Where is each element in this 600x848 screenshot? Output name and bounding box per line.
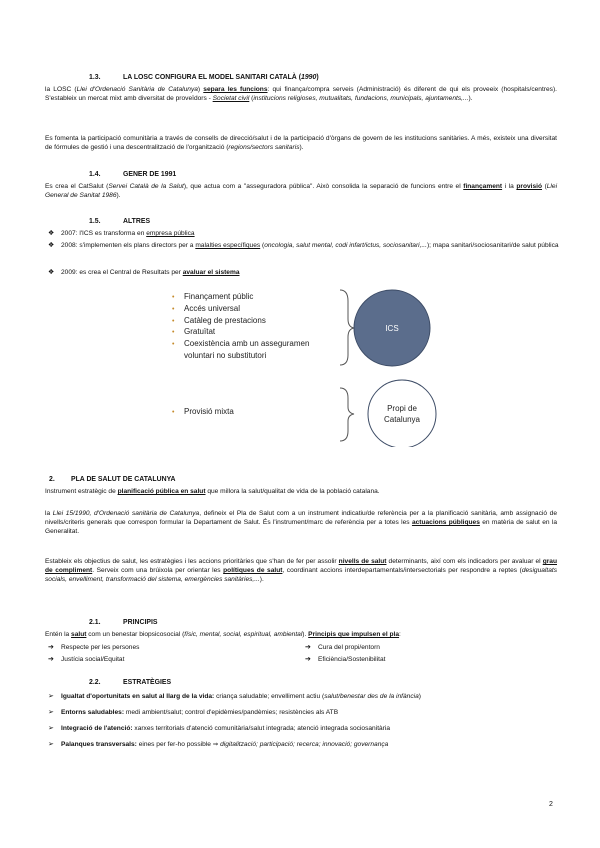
text: Catàleg de prestacions <box>184 315 266 325</box>
heading-2-2 <box>89 678 171 688</box>
text: Provisió mixta <box>184 407 234 416</box>
heading-text: PLA DE SALUT DE CATALUNYA <box>71 476 176 483</box>
bullet-icon: • <box>172 409 175 416</box>
text: criança saludable; envelliment actiu ( <box>214 693 325 700</box>
heading-text: GENER DE 1991 <box>123 171 177 178</box>
examples: físic, mental, social, espiritual, ambiental <box>184 631 303 638</box>
keyword: planificació pública en salut <box>117 488 206 495</box>
text: Entén la <box>45 631 72 638</box>
heading-number: 2. <box>49 476 55 483</box>
text: . Serveix com una brúixola per orientar les <box>92 567 224 575</box>
keyword: grau de compliment <box>45 558 557 575</box>
text: 2009: es crea el Central de Resultats per <box>61 269 183 276</box>
list-item-text <box>61 241 561 250</box>
examples: institucions religioses, mutualitats, fundacions, municipals, ajuntaments,... <box>253 95 469 103</box>
keyword: salut <box>71 631 87 638</box>
heading-2-1 <box>89 618 157 628</box>
heading-text: ALTRES <box>123 218 151 225</box>
heading-1-4 <box>89 170 176 180</box>
examples: oncologia, salut mental, codi infart/ictus, sociosanitari,... <box>264 242 427 249</box>
arrow-right-icon: ➔ <box>305 656 311 663</box>
text: Instrument estratègic de <box>45 488 118 495</box>
text: ( <box>542 183 547 190</box>
strategy-title: Palanques transversals: <box>61 741 137 748</box>
list-item-text <box>61 268 561 277</box>
list-item-text <box>61 708 561 717</box>
text: Estableix els objectius de salut, les estratègies i les accions prioritàries que s'han de fer per assolir <box>45 558 339 565</box>
text: ) <box>197 86 204 93</box>
bullet-icon: • <box>172 294 175 301</box>
list-item-text <box>61 740 561 749</box>
arrowhead-bullet-icon: ➢ <box>48 741 54 748</box>
examples: digitalització; participació; recerca; innovació; governança <box>220 741 389 748</box>
text: la <box>45 510 53 517</box>
text: Accés universal <box>184 303 241 313</box>
examples: desigualtats socials, envelliment, transformació del sistema, emergències sanitàries,... <box>45 567 558 584</box>
text: que millora la salut/qualitat de vida de la població catalana. <box>205 488 380 495</box>
law-name: Llei General de Sanitat 1986 <box>45 183 558 200</box>
arrow-right-icon: ➔ <box>48 644 54 651</box>
page-number: 2 <box>549 801 553 808</box>
arrowhead-bullet-icon: ➢ <box>48 693 54 700</box>
paragraph-participacio <box>45 134 557 152</box>
text: Gratuïtat <box>184 327 216 337</box>
heading-text: LA LOSC CONFIGURA EL MODEL SANITARI CATALÀ ( <box>123 74 301 81</box>
heading-1-5 <box>89 217 150 227</box>
text: determinants, així com els indicadors per avaluar el <box>386 558 543 565</box>
text: Finançament públic <box>184 292 254 301</box>
keyword: Societat civil <box>212 95 250 103</box>
text: 2007: l'ICS es transforma en <box>61 230 147 237</box>
brace-icon <box>340 290 354 365</box>
arrowhead-bullet-icon: ➢ <box>48 709 54 716</box>
text: 2008: s'implementen els plans directors per a <box>61 242 196 249</box>
text: ) <box>418 693 421 700</box>
diamond-bullet-icon: ❖ <box>48 269 55 276</box>
text: ); mapa sanitari/sociosanitari/de salut pública <box>426 242 559 249</box>
keyword: provisió <box>516 183 543 190</box>
text: Coexistència amb un asseguramen <box>184 339 310 349</box>
list-item-text: Eficiència/Sostenibilitat <box>318 656 386 663</box>
text: i la <box>502 183 517 190</box>
strategy-title: Entorns saludables: <box>61 709 125 716</box>
text: ). <box>302 631 309 638</box>
entity-name: Servei Català de la Salut <box>108 183 184 190</box>
examples: salut/benestar des de la infància <box>324 693 419 700</box>
keyword: actuacions públiques <box>411 519 480 527</box>
paragraph-catsalut <box>45 182 557 200</box>
text: eines per fer-ho possible ⇒ <box>136 741 221 748</box>
text: en matèria de salut en la Generalitat. <box>45 519 558 536</box>
text: ), que actua com a "asseguradora pública". Això consolida la separació de funcions entre el <box>183 183 464 190</box>
bullet-icon: • <box>172 341 175 349</box>
text: , coordinant accions interdepartamentals/intersectorials per respondre a reptes ( <box>282 567 522 575</box>
text: medi ambient/salut; control d'epidèmies/pandèmies; resistències als ATB <box>124 709 339 716</box>
arrowhead-bullet-icon: ➢ <box>48 725 54 732</box>
keyword: polítiques de salut <box>223 567 283 575</box>
text: la LOSC ( <box>45 86 77 93</box>
heading-1-3 <box>89 73 319 83</box>
list-item-text <box>61 692 561 701</box>
text: Es crea el CatSalut ( <box>45 183 109 190</box>
examples: regions/sectors sanitaris <box>228 144 300 152</box>
paragraph-objectius <box>45 557 557 585</box>
text: ( <box>249 95 254 103</box>
text: Es fomenta la participació comunitària a través de consells de direcció/salut i de la participació d'òrgans de govern de les institucions sanitàries. A més, existeix una diversitat de fórmules de gestió i una descentralització de l'organització ( <box>45 135 557 152</box>
list-item-text: Respecte per les persones <box>61 644 140 651</box>
law-name: Llei 15/1990, d'Ordenació sanitària de Catalunya <box>52 510 200 517</box>
circle-propi-label-1: Propi de <box>387 404 417 413</box>
keyword: Principis que impulsen el pla <box>308 631 400 638</box>
text: ). <box>259 576 264 584</box>
law-name: Llei d'Ordenació Sanitària de Catalunya <box>76 86 198 93</box>
list-item-text <box>61 229 561 238</box>
heading-number: 1.4. <box>89 171 101 178</box>
heading-number: 1.3. <box>89 74 101 81</box>
text: : qui finança/compra serveis (Administració) és diferent de qui els proveeix (hospitals/centres). S'estableix un mercat mixt amb diversitat de proveïdors - <box>45 86 557 103</box>
text: ). <box>468 95 473 103</box>
keyword: malalties específiques <box>195 242 261 249</box>
text: , defineix el Pla de Salut com a un instrument indicatiu/de referència per a la planificació sanitària, amb assignació de nivells/criteris generals que correspon formular la Departament de Salut. És l'instrument/marc de referència per a totes les <box>45 510 557 527</box>
text: xarxes territorials d'atenció comunitària/salut integrada; atenció integrada sociosanitària <box>132 725 391 732</box>
heading-text-end: ) <box>316 74 319 81</box>
heading-2 <box>49 475 176 485</box>
text: : <box>399 631 401 638</box>
paragraph-losc <box>45 85 557 103</box>
keyword: finançament <box>463 183 503 190</box>
keyword: nivells de salut <box>338 558 387 565</box>
brace-icon <box>340 388 354 441</box>
diamond-bullet-icon: ❖ <box>48 242 55 249</box>
heading-number: 2.2. <box>89 679 101 686</box>
paragraph-principis <box>45 630 557 639</box>
diagram-shapes <box>160 287 460 447</box>
arrow-right-icon: ➔ <box>48 656 54 663</box>
heading-text: ESTRATÈGIES <box>123 679 172 686</box>
list-item-text <box>61 724 561 733</box>
model-diagram <box>160 287 460 447</box>
text: ( <box>260 242 265 249</box>
circle-ics-label: ICS <box>385 324 399 333</box>
circle-propi-label-2: Catalunya <box>383 415 421 424</box>
keyword: avaluar el sistema <box>182 269 240 276</box>
bullet-icon: • <box>172 329 175 337</box>
circle-propi <box>368 380 436 447</box>
bullet-icon: • <box>172 305 175 313</box>
list-item-text: Cura del propi/entorn <box>318 644 380 651</box>
text: ). <box>116 192 121 200</box>
heading-text: PRINCIPIS <box>123 619 158 626</box>
bullet-icon: • <box>172 317 175 325</box>
text: ). <box>299 144 304 152</box>
list-item-text: Justícia social/Equitat <box>61 656 125 663</box>
keyword: separa les funcions <box>203 86 268 93</box>
heading-year: 1990 <box>301 74 317 81</box>
heading-number: 2.1. <box>89 619 101 626</box>
diamond-bullet-icon: ❖ <box>48 230 55 237</box>
paragraph-instrument <box>45 487 557 496</box>
paragraph-llei <box>45 509 557 537</box>
text: voluntari no substitutori <box>184 350 267 360</box>
strategy-title: Igualtat d'oportunitats en salut al llarg de la vida: <box>61 693 215 700</box>
strategy-title: Integració de l'atenció: <box>61 725 133 732</box>
text: com un benestar biopsicosocial ( <box>86 631 185 638</box>
keyword: empresa pública <box>146 230 195 237</box>
heading-number: 1.5. <box>89 218 101 225</box>
arrow-right-icon: ➔ <box>305 644 311 651</box>
